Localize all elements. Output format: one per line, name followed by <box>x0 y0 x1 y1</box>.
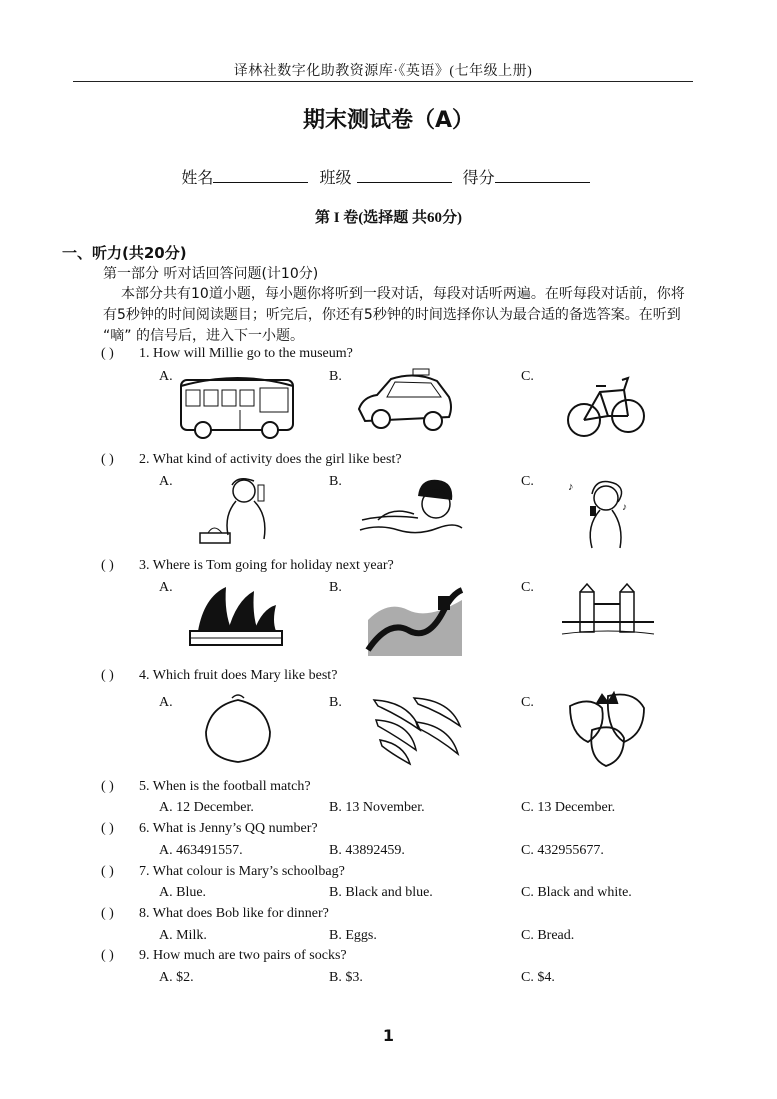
peach-image[interactable] <box>202 692 274 766</box>
section-heading: 一、听力(共20分) <box>62 244 187 262</box>
option-a: A. <box>159 580 173 595</box>
question-text: 7. What colour is Mary’s schoolbag? <box>139 864 345 879</box>
option-c: C. <box>521 695 534 710</box>
header-rule <box>73 81 693 82</box>
answer-blank[interactable]: ( ) <box>101 558 114 573</box>
opera-house-image[interactable] <box>188 583 284 651</box>
option-c[interactable]: C. $4. <box>521 970 555 985</box>
question-1 <box>101 346 353 362</box>
bananas-image[interactable] <box>370 690 464 766</box>
answer-blank[interactable]: ( ) <box>101 948 114 963</box>
volume-heading: 第 I 卷(选择题 共60分) <box>314 210 463 226</box>
option-c[interactable]: C. 13 December. <box>521 800 616 815</box>
option-b[interactable]: B. Black and blue. <box>329 885 433 900</box>
instructions: 本部分共有10道小题，每小题你将听到一段对话，每段对话听两遍。在听每段对话前，你将有5秒钟的时间阅读题目；听完后，你还有5秒钟的时间选择你认为最合适的备选答案。在听到 “嘀” 的信号后，进入下一小题。 <box>103 286 685 344</box>
option-b: B. <box>329 474 342 489</box>
answer-blank[interactable]: ( ) <box>101 346 114 361</box>
bicycle-image[interactable] <box>566 368 646 442</box>
option-a: A. <box>159 369 173 384</box>
question-7 <box>101 864 345 880</box>
score-label: 得分 <box>462 168 495 187</box>
question-3 <box>101 558 394 574</box>
question-text: 9. How much are two pairs of socks? <box>139 948 347 963</box>
question-6 <box>101 821 318 837</box>
girl-swimming-image[interactable] <box>358 476 464 540</box>
option-a[interactable]: A. 12 December. <box>159 800 254 815</box>
option-c[interactable]: C. Bread. <box>521 928 575 943</box>
answer-blank[interactable]: ( ) <box>101 906 114 921</box>
question-9 <box>101 948 347 964</box>
option-b[interactable]: B. Eggs. <box>329 928 377 943</box>
class-label: 班级 <box>319 168 352 187</box>
option-c: C. <box>521 369 534 384</box>
option-b[interactable]: B. $3. <box>329 970 363 985</box>
option-c: C. <box>521 474 534 489</box>
score-blank[interactable] <box>495 168 590 183</box>
option-b: B. <box>329 695 342 710</box>
question-text: 3. Where is Tom going for holiday next year? <box>139 558 394 573</box>
page-title: 期末测试卷（A） <box>302 108 475 133</box>
option-c: C. <box>521 580 534 595</box>
option-a[interactable]: A. $2. <box>159 970 194 985</box>
answer-blank[interactable]: ( ) <box>101 821 114 836</box>
question-text: 8. What does Bob like for dinner? <box>139 906 329 921</box>
answer-blank[interactable]: ( ) <box>101 452 114 467</box>
strawberries-image[interactable] <box>562 690 648 768</box>
bus-image[interactable] <box>178 372 300 440</box>
student-info <box>0 165 777 188</box>
question-text: 6. What is Jenny’s QQ number? <box>139 821 318 836</box>
question-8 <box>101 906 329 922</box>
part-heading: 第一部分 听对话回答问题(计10分) <box>103 266 319 282</box>
question-4 <box>101 668 337 684</box>
question-text: 1. How will Millie go to the museum? <box>139 346 353 361</box>
svg-text:♪: ♪ <box>568 481 574 493</box>
answer-blank[interactable]: ( ) <box>101 779 114 794</box>
question-5 <box>101 779 311 795</box>
option-b[interactable]: B. 43892459. <box>329 843 405 858</box>
tower-bridge-image[interactable] <box>562 584 654 642</box>
option-a[interactable]: A. 463491557. <box>159 843 243 858</box>
option-b: B. <box>329 369 342 384</box>
question-text: 5. When is the football match? <box>139 779 311 794</box>
option-c[interactable]: C. Black and white. <box>521 885 632 900</box>
option-a[interactable]: A. Milk. <box>159 928 207 943</box>
class-blank[interactable] <box>357 168 452 183</box>
option-a: A. <box>159 695 173 710</box>
svg-text:♪: ♪ <box>622 502 627 513</box>
page-header: 译林社数字化助教资源库·《英语》(七年级上册) <box>233 64 533 79</box>
option-a: A. <box>159 474 173 489</box>
car-image[interactable] <box>355 367 455 435</box>
name-label: 姓名 <box>181 168 214 187</box>
girl-phone-image[interactable] <box>198 475 274 547</box>
girl-singing-image[interactable] <box>568 476 632 550</box>
option-b[interactable]: B. 13 November. <box>329 800 425 815</box>
question-2 <box>101 452 402 468</box>
answer-blank[interactable]: ( ) <box>101 864 114 879</box>
option-a[interactable]: A. Blue. <box>159 885 207 900</box>
name-blank[interactable] <box>213 168 308 183</box>
option-c[interactable]: C. 432955677. <box>521 843 604 858</box>
question-text: 4. Which fruit does Mary like best? <box>139 668 338 683</box>
question-text: 2. What kind of activity does the girl like best? <box>139 452 402 467</box>
great-wall-image[interactable] <box>368 580 462 656</box>
page-number: 1 <box>382 1026 395 1045</box>
answer-blank[interactable]: ( ) <box>101 668 114 683</box>
option-b: B. <box>329 580 342 595</box>
